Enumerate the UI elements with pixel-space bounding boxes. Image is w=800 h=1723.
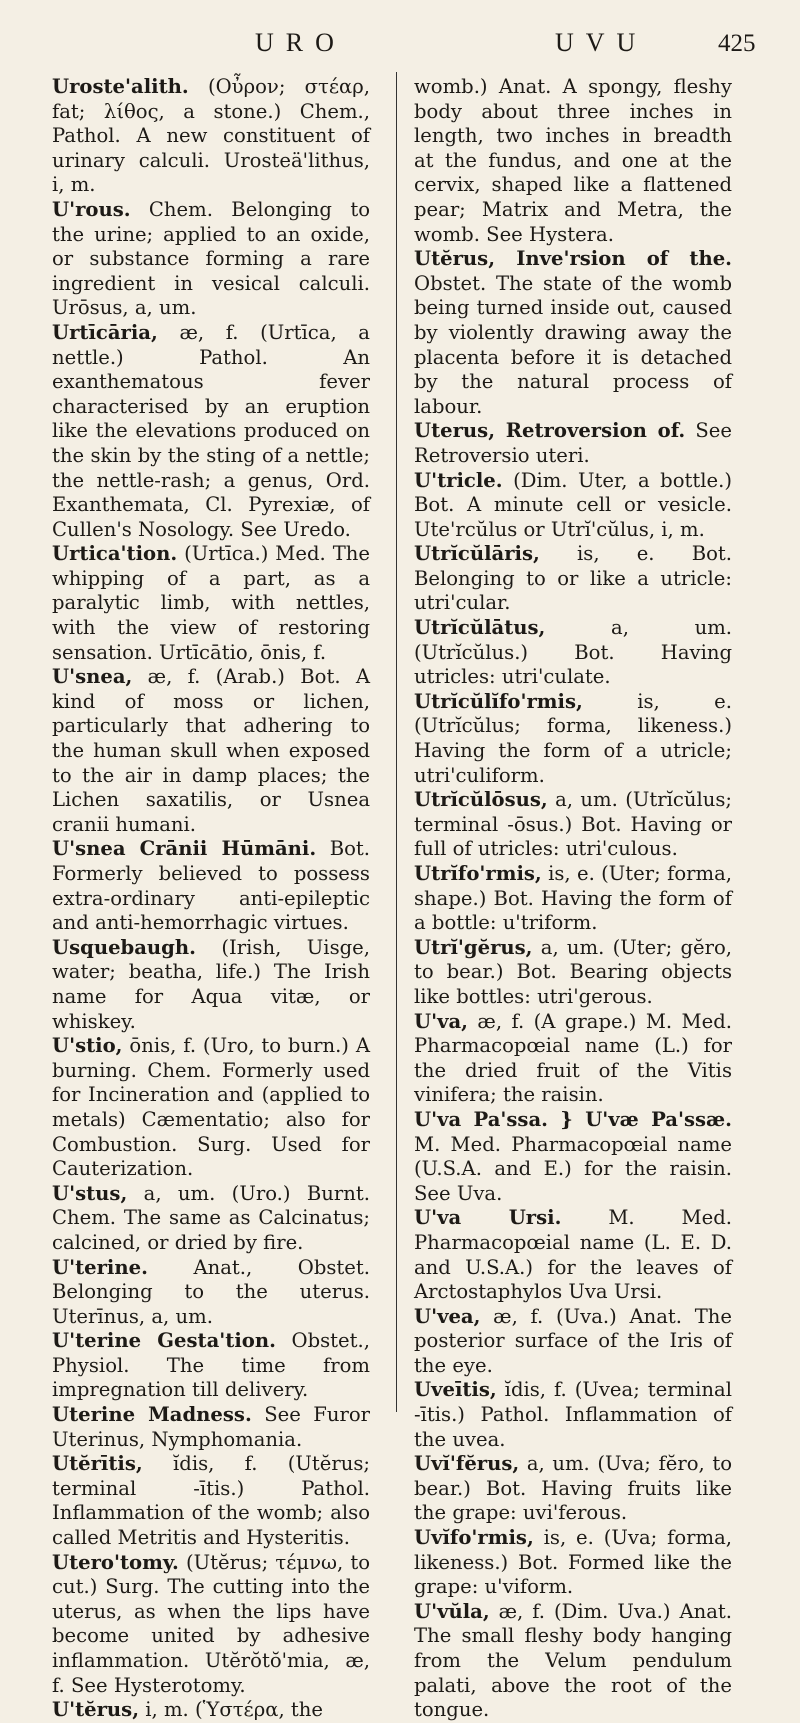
definition: is, e. (Uter; forma, shape.) Bot. Having the form of a bottle: u'triform. (414, 862, 732, 935)
definition: M. Med. Pharmacopœial name (U.S.A. and E.) for the raisin. See Uva. (414, 1132, 732, 1205)
headword: Utero'tomy. (52, 1550, 179, 1574)
entry (52, 1034, 370, 1182)
definition: is, e. Bot. Belonging to or like a utricle: utri'cular. (414, 542, 732, 615)
entry (52, 1182, 370, 1256)
page-number: 425 (718, 30, 756, 57)
headword: Usquebaugh. (52, 935, 196, 959)
definition: M. Med. Pharmacopœial name (L. E. D. and U.S.A.) for the leaves of Arctostaphylos Uva Ursi. (414, 1206, 732, 1304)
definition: (Urtīca.) Med. The whipping of a part, as a paralytic limb, with nettles, with the view of restoring sensation. Urtīcātio, ōnis, f. (52, 542, 370, 664)
entry (52, 1551, 370, 1699)
headword: Utrĭcŭlāris, (414, 542, 540, 566)
headword: Utrĭ'gĕrus, (414, 935, 533, 959)
headword: U'terine. (52, 1255, 148, 1279)
definition: Obstet., Physiol. The time from impregnation till delivery. (52, 1329, 370, 1402)
headword: Utrĭfo'rmis, (414, 862, 542, 885)
definition: a, um. (Uro.) Burnt. Chem. The same as Calcinatus; calcined, or dried by fire. (52, 1181, 370, 1254)
headword: Utrĭcŭlĭfo'rmis, (414, 689, 583, 713)
definition: Anat., Obstet. Belonging to the uterus. Uterīnus, a, um. (52, 1255, 370, 1328)
entry (52, 1256, 370, 1330)
headword: U'rous. (52, 197, 131, 221)
entry (52, 837, 370, 935)
entry (52, 321, 370, 542)
entry (414, 469, 732, 543)
definition: ĭdis, f. (Uvea; terminal -ītis.) Pathol. Inflammation of the uvea. (414, 1378, 732, 1451)
entry (52, 75, 370, 198)
definition: (Irish, Uisge, water; beatha, life.) The Irish name for Aqua vitæ, or whiskey. (52, 935, 370, 1033)
headword: U'tĕrus, (52, 1698, 140, 1722)
definition: a, um. (Uter; gĕro, to bear.) Bot. Bearing objects like bottles: utri'gerous. (414, 935, 732, 1008)
headword: Uterus, Retroversion of. (414, 419, 686, 443)
headword: U'va Pa'ssa. } U'væ Pa'ssæ. (414, 1107, 732, 1131)
definition: Bot. Formerly believed to possess extra-ordinary anti-epileptic and anti-hemorrhagic virtues. (52, 837, 370, 935)
headword: U'snea, (52, 665, 133, 689)
definition: womb.) Anat. A spongy, fleshy body about three inches in length, two inches in breadth at the fundus, and one at the cervix, shaped like a flattened pear; Matrix and Metra, the womb. See Hystera. (414, 75, 732, 246)
entry (414, 1010, 732, 1108)
entry (414, 1600, 732, 1723)
entry (414, 1305, 732, 1379)
entry (414, 1108, 732, 1206)
definition: (Dim. Uter, a bottle.) Bot. A minute cell or vesicle. Ute'rcŭlus or Utrĭ'cŭlus, i, m. (414, 468, 732, 541)
entry (52, 198, 370, 321)
entry (414, 542, 732, 616)
entry (414, 862, 732, 936)
definition: i, m. (Ὑστέρα, the (139, 1698, 323, 1722)
entry (414, 75, 732, 247)
headword: Uroste'alith. (52, 75, 189, 98)
headword: Uterine Madness. (52, 1403, 252, 1427)
headword: Utĕrus, Inve'rsion of the. (414, 247, 732, 271)
entry (414, 616, 732, 690)
definition: æ, f. (Uva.) Anat. The posterior surface of the Iris of the eye. (414, 1304, 732, 1377)
entry (52, 936, 370, 1034)
headword: Urtica'tion. (52, 542, 178, 566)
definition: æ, f. (Dim. Uva.) Anat. The small fleshy body hanging from the Velum pendulum palati, above the root of the tongue. (414, 1599, 732, 1722)
page-header (0, 0, 800, 70)
headword: U'vŭla, (414, 1599, 490, 1623)
entry (414, 1452, 732, 1526)
entry (414, 1378, 732, 1452)
entry (52, 1698, 370, 1723)
headword: U'stio, (52, 1034, 123, 1058)
header-left-guide: URO (255, 28, 346, 57)
definition: a, um. (Utrĭcŭlus.) Bot. Having utricles: utri'culate. (414, 616, 732, 689)
headword: Utĕrītis, (52, 1452, 143, 1476)
headword: Uveītis, (414, 1378, 497, 1402)
definition: See Retroversio uteri. (414, 419, 732, 467)
headword: Utrĭcŭlātus, (414, 616, 546, 640)
entry (414, 936, 732, 1010)
definition: a, um. (Uva; fĕro, to bear.) Bot. Having fruits like the grape: uvi'ferous. (414, 1452, 732, 1525)
definition: Chem. Belonging to the urine; applied to an oxide, or substance forming a rare ingredient in vesical calculi. Urōsus, a, um. (52, 197, 370, 320)
entry (414, 247, 732, 419)
definition: ĭdis, f. (Utĕrus; terminal -ītis.) Pathol. Inflammation of the womb; also called Metritis and Hysteritis. (52, 1452, 370, 1550)
entry (52, 542, 370, 665)
definition: (Utĕrus; τέμνω, to cut.) Surg. The cutting into the uterus, as when the lips have become united by adhesive inflammation. Utĕrŏtŏ'mia, æ, f. See Hysterotomy. (52, 1550, 370, 1697)
entry (414, 690, 732, 788)
headword: Urtīcāria, (52, 320, 158, 344)
left-column (52, 75, 370, 1723)
definition: is, e. (Uva; forma, likeness.) Bot. Formed like the grape: u'viform. (414, 1526, 732, 1599)
definition: æ, f. (Arab.) Bot. A kind of moss or lichen, particularly that adhering to the human skull when exposed to the air in damp places; the Lichen saxatilis, or Usnea cranii humani. (52, 665, 370, 836)
entry (414, 1206, 732, 1304)
definition: a, um. (Utrĭcŭlus; terminal -ōsus.) Bot. Having or full of utricles: utri'culous. (414, 788, 732, 861)
headword: U'tricle. (414, 468, 503, 492)
definition: æ, f. (Urtīca, a nettle.) Pathol. An exanthematous fever characterised by an eruption like the elevations produced on the skin by the sting of a nettle; the nettle-rash; a genus, Ord. Exanthemata, Cl. Pyrexiæ, of Cullen's Nosology. See Uredo. (52, 320, 370, 541)
headword: Utrĭcŭlōsus, (414, 788, 548, 812)
definition: is, e. (Utrĭcŭlus; forma, likeness.) Having the form of a utricle; utri'culiform. (414, 689, 732, 787)
entry (52, 1329, 370, 1403)
entry (414, 419, 732, 468)
right-column (414, 75, 732, 1723)
entry (52, 1452, 370, 1550)
entry (414, 1526, 732, 1600)
column-divider (396, 72, 397, 1412)
headword: U'va, (414, 1009, 468, 1033)
headword: Uvĭfo'rmis, (414, 1526, 534, 1550)
entry (414, 788, 732, 862)
headword: U'snea Crānii Hūmāni. (52, 837, 317, 861)
headword: Uvĭ'fĕrus, (414, 1452, 520, 1476)
entry (52, 665, 370, 837)
headword: U'stus, (52, 1181, 128, 1205)
definition: Obstet. The state of the womb being turned inside out, caused by violently drawing away the placenta before it is detached by the natural process of labour. (414, 271, 732, 418)
headword: U'va Ursi. (414, 1206, 562, 1230)
headword: U'vea, (414, 1304, 481, 1328)
definition: æ, f. (A grape.) M. Med. Pharmacopœial name (L.) for the dried fruit of the Vitis vinifera; the raisin. (414, 1009, 732, 1107)
header-right-guide: UVU (555, 28, 648, 57)
definition: See Furor Uterinus, Nymphomania. (52, 1403, 370, 1451)
definition: (Οὖρον; στέαρ, fat; λίθος, a stone.) Chem., Pathol. A new constituent of urinary calculi. Urosteä'lithus, i, m. (52, 75, 370, 197)
headword: U'terine Gesta'tion. (52, 1329, 276, 1353)
definition: ōnis, f. (Uro, to burn.) A burning. Chem. Formerly used for Incineration and (applied to metals) Cæmentatio; also for Combustion. Surg. Used for Cauterization. (52, 1034, 370, 1181)
